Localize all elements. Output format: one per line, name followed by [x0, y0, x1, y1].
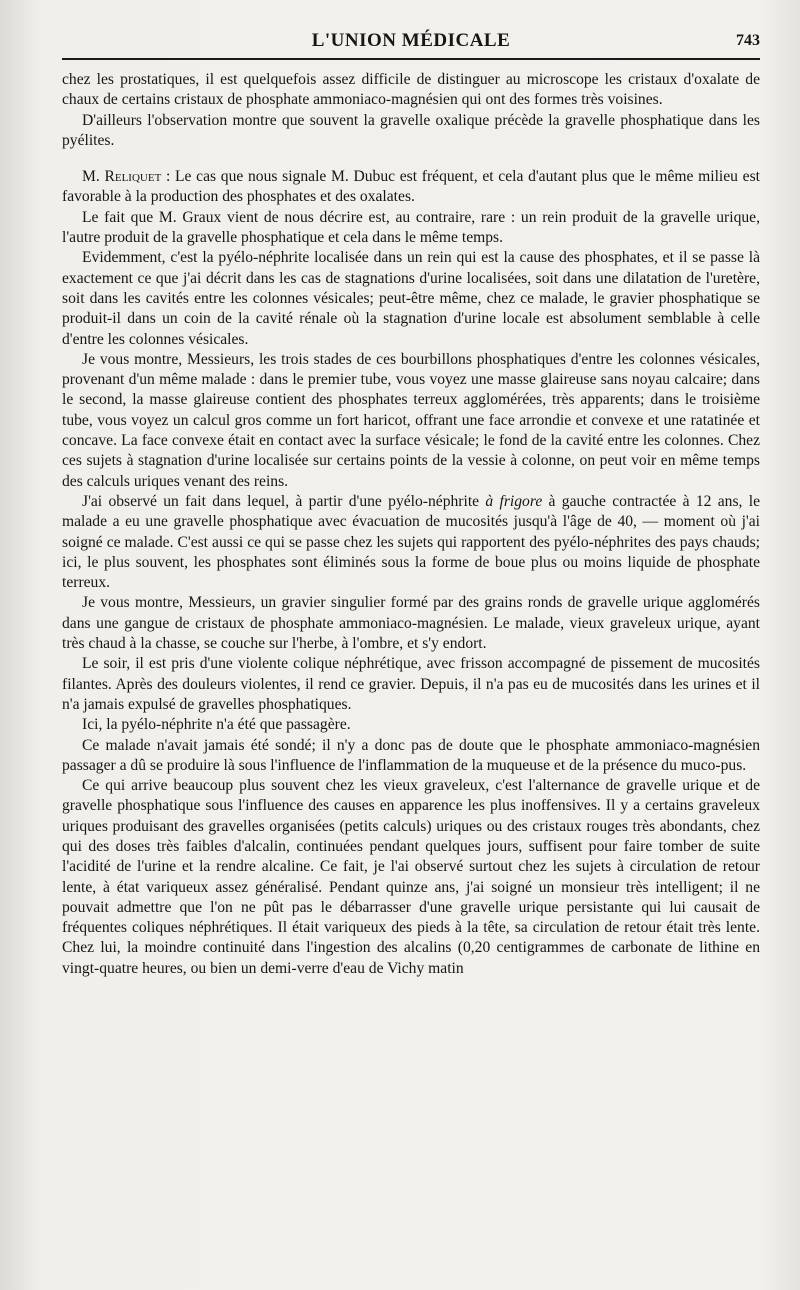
paragraph: Le soir, il est pris d'une violente colique néphrétique, avec frisson accompagné de pissement de mucosités filantes. Après des douleurs violentes, il rend ce gravier. Depuis, il n'a pas eu de mucosités dans les urines et il n'a jamais expulsé de gravelles phosphatiques.	[62, 655, 760, 713]
paragraph: Ce malade n'avait jamais été sondé; il n'y a donc pas de doute que le phosphate ammoniaco-magnésien passager a dû se produire là sous l'influence de l'inflammation de la muqueuse et de la présence du muco-pus.	[62, 736, 760, 774]
paragraph: Ce qui arrive beaucoup plus souvent chez les vieux graveleux, c'est l'alternance de gravelle urique et de gravelle phosphatique sous l'influence des causes en apparence les plus inoffensives. Il y a certains graveleux uriques produisant des gravelles organisées (petits calculs) uriques ou des cristaux rouges très abondants, chez qui des doses très faibles d'alcalin, continuées pendant quelques jours, suffisent pour faire tomber de suite l'acidité de l'urine et la rendre alcaline. Ce fait, je l'ai observé surtout chez les sujets à circulation de retour lente, à état variqueux assez généralisé. Pendant quinze ans, j'ai soigné un monsieur très intelligent; il ne pouvait admettre que l'on ne pût pas le débarrasser d'une gravelle urique persistante qui lui causait de fréquentes coliques néphrétiques. Il était variqueux des pieds à la tête, sa circulation de retour était très lente. Chez lui, la moindre continuité dans l'ingestion des alcalins (0,20 centigrammes de carbonate de lithine en vingt-quatre heures, ou bien un demi-verre d'eau de Vichy matin	[62, 777, 760, 977]
journal-title: L'UNION MÉDICALE	[311, 30, 511, 51]
paragraph: chez les prostatiques, il est quelquefois assez difficile de distinguer au microscope les cristaux d'oxalate de chaux de certains cristaux de phosphate ammoniaco-magnésien qui ont des formes très voisines.	[62, 71, 760, 109]
speaker-name: M. Reliquet :	[82, 168, 171, 186]
paragraph: D'ailleurs l'observation montre que souvent la gravelle oxalique précède la gravelle phosphatique dans les pyélites.	[62, 111, 760, 149]
latin-phrase: à frigore	[485, 492, 543, 510]
paragraph: Je vous montre, Messieurs, un gravier singulier formé par des grains ronds de gravelle urique agglomérés dans une gangue de cristaux de phosphate ammoniaco-magnésien. Le malade, vieux graveleux urique, ayant très chaud à la chasse, se couche sur l'herbe, à l'ombre, et s'y endort.	[62, 594, 760, 653]
paragraph-speaker	[62, 167, 760, 208]
paragraph: Ici, la pyélo-néphrite n'a été que passagère.	[82, 716, 351, 734]
page-number: 743	[736, 32, 760, 49]
article-body	[62, 70, 760, 979]
paragraph-text: Le cas que nous signale M. Dubuc est fréquent, et cela d'autant plus que le même milieu est favorable à la production des phosphates et des oxalates.	[62, 168, 760, 206]
paragraph: Evidemment, c'est la pyélo-néphrite localisée dans un rein qui est la cause des phosphates, et il se passe là exactement ce que j'ai décrit dans les cas de stagnations d'urine localisées, soit dans une dilatation de l'uretère, soit dans les cavités entre les colonnes vésicales; peut-être même, chez ce malade, le gravier phosphatique se produit-il dans un coin de la cavité rénale où la stagnation d'urine locale est absolument semblable à celle d'entre les colonnes vésicales.	[62, 249, 760, 348]
running-header	[62, 24, 760, 58]
header-rule	[62, 58, 760, 60]
paragraph: Je vous montre, Messieurs, les trois stades de ces bourbillons phosphatiques d'entre les colonnes vésicales, provenant d'un même malade : dans le premier tube, vous voyez une masse glaireuse sans noyau calcaire; dans le second, la masse glaireuse contient des phosphates terreux agglomérées, très apparents; dans le troisième tube, vous voyez un calcul gros comme un fort haricot, offrant une face arrondie et convexe et une ratatinée et concave. La face convexe était en contact avec la surface vésicale; le fond de la cavité entre les colonnes. Chez ces sujets à stagnation d'urine localisée sur certains points de la vessie à colonne, on peut voir en même temps des calculs uriques venant des reins.	[62, 350, 760, 490]
paragraph: Le fait que M. Graux vient de nous décrire est, au contraire, rare : un rein produit de la gravelle urique, l'autre produit de la gravelle phosphatique et cela dans le même temps.	[62, 208, 760, 247]
paragraph: J'ai observé un fait dans lequel, à partir d'une pyélo-néphrite à frigore à gauche contractée à 12 ans, le malade a eu une gravelle phosphatique avec évacuation de mucosités jusqu'à l'âge de 40, — moment où j'ai soigné ce malade. C'est aussi ce qui se passe chez les sujets qui rapportent des pyélo-néphrites des pays chauds; ici, le plus souvent, les phosphates sont éliminés sous la forme de boue plus ou moins liquide de phosphate terreux.	[62, 492, 760, 592]
